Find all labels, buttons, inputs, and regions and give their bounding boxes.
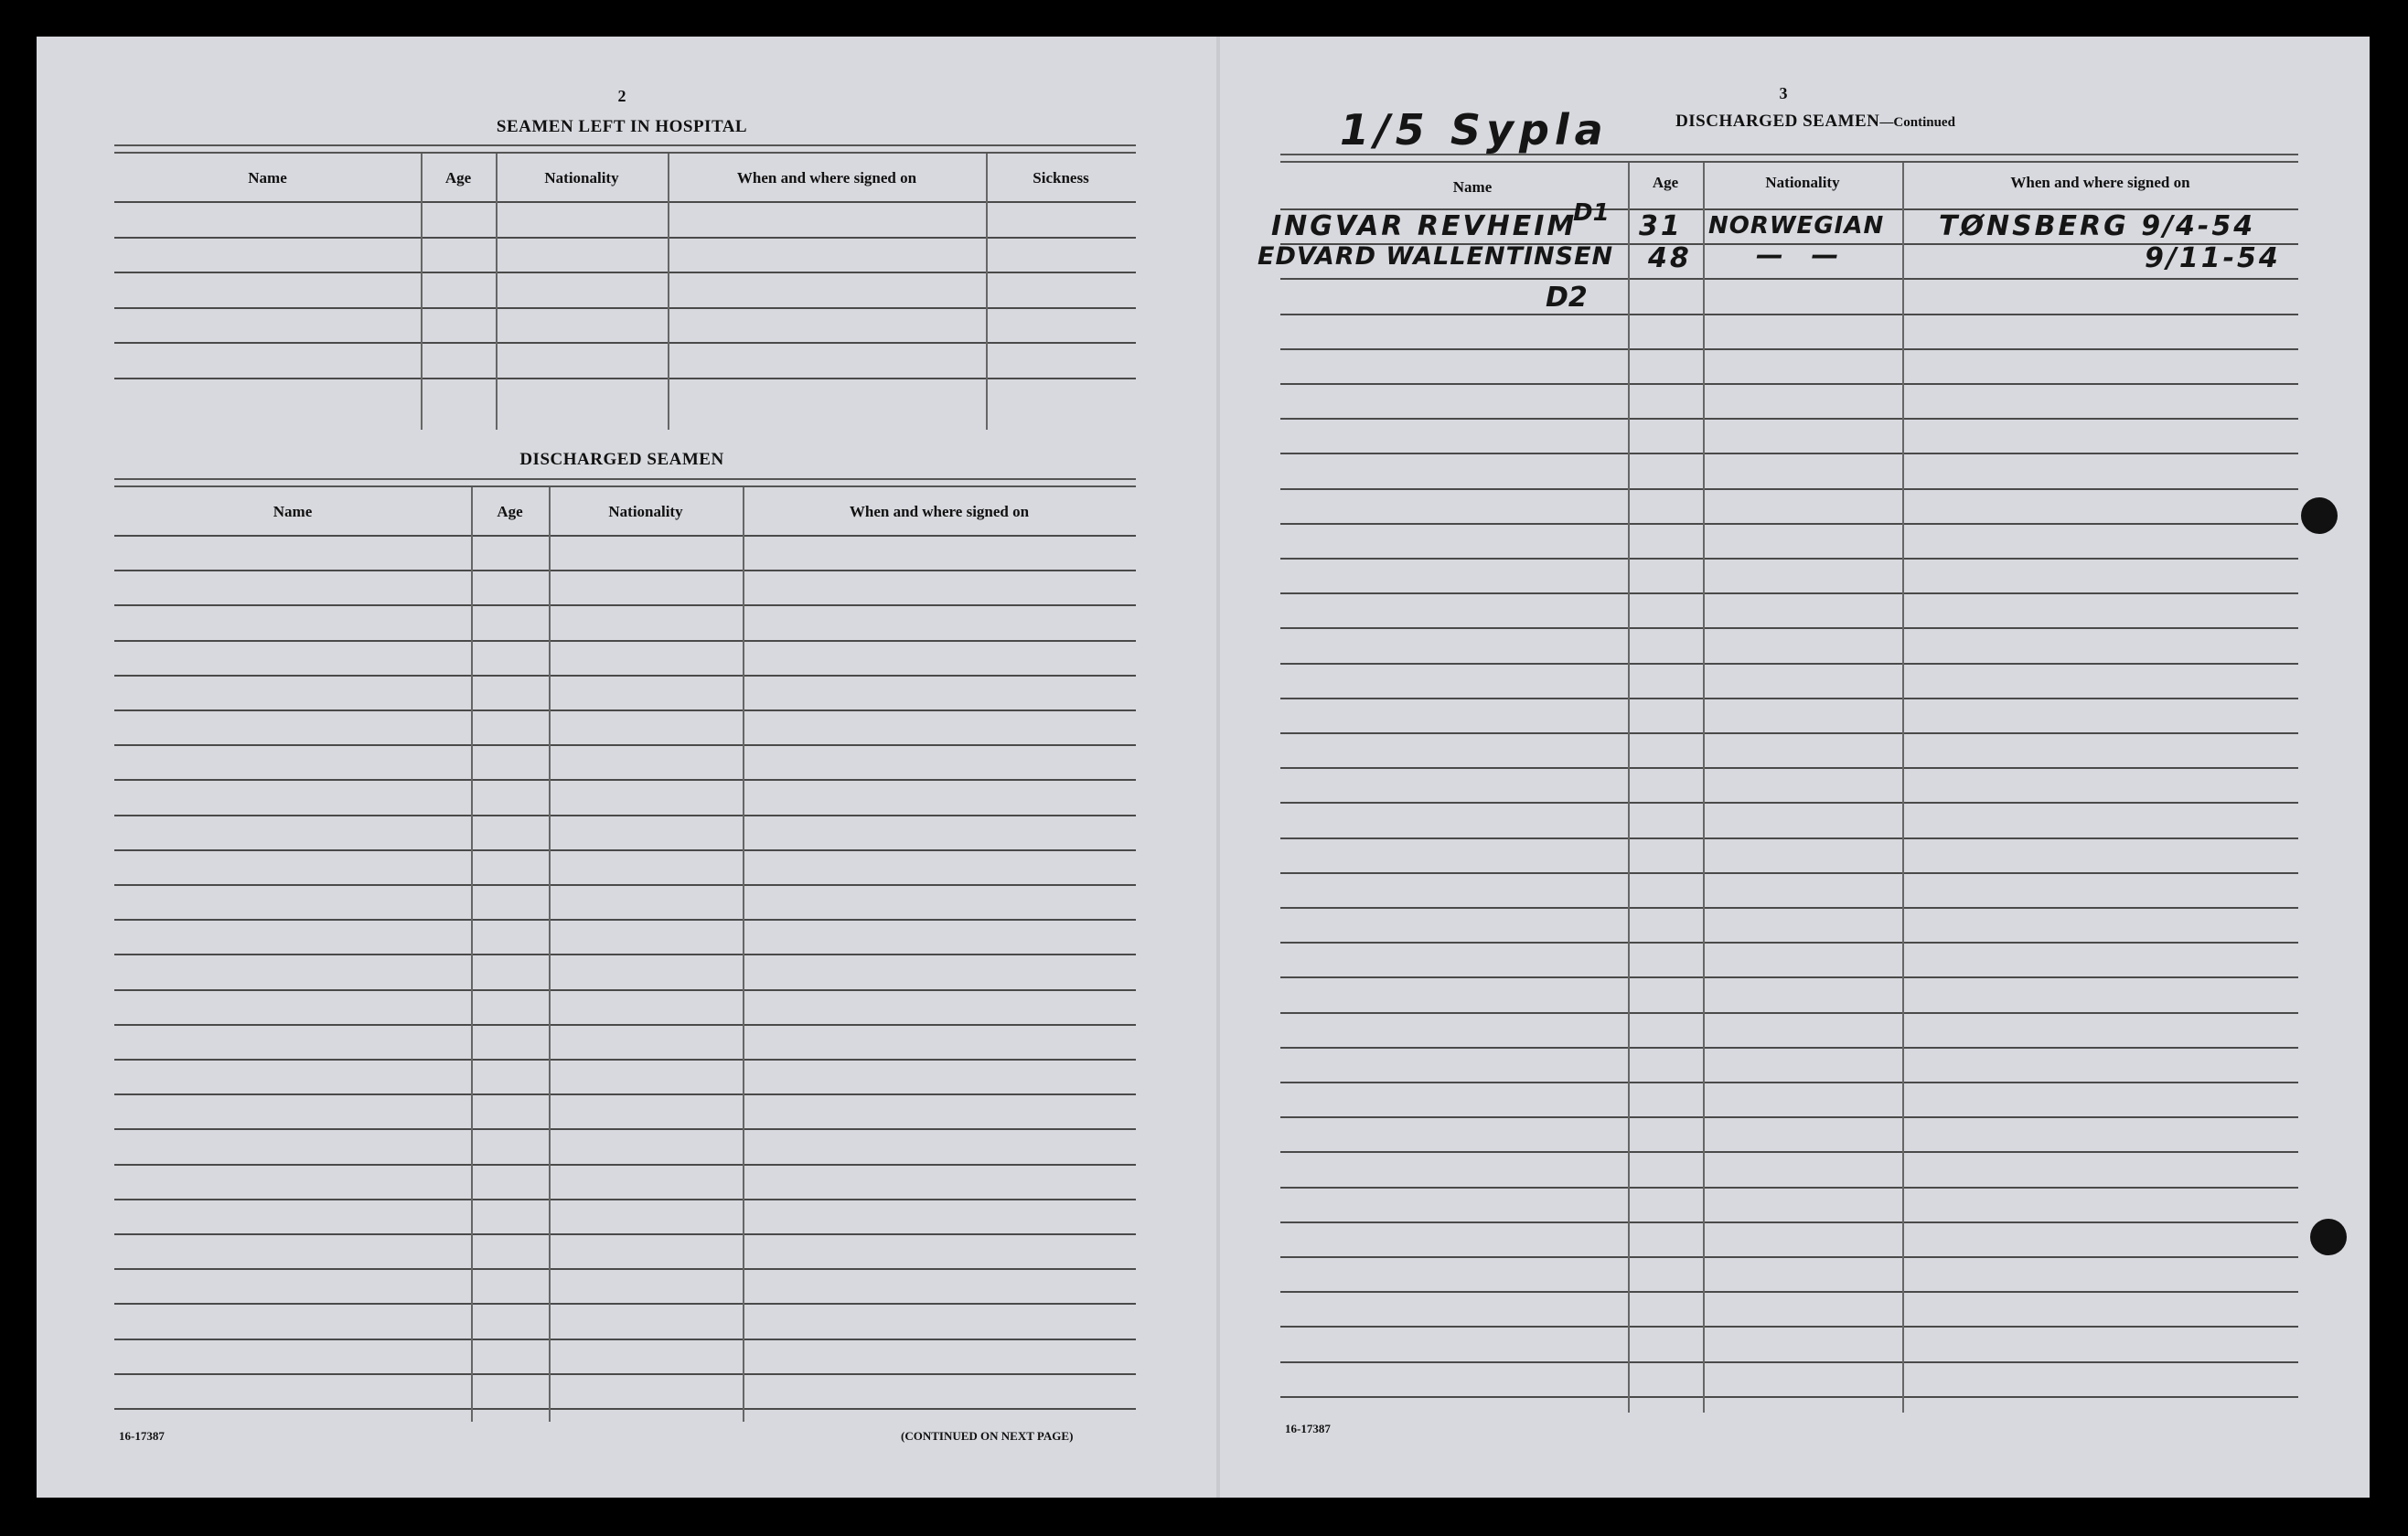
right-title-rule xyxy=(1280,154,2298,163)
right-row-line xyxy=(1280,488,2298,490)
discharged-row-line xyxy=(114,709,1136,711)
hospital-row-line xyxy=(114,307,1136,309)
right-header-nationality: Nationality xyxy=(1765,174,1840,191)
discharged-row-line xyxy=(114,640,1136,642)
page-fold xyxy=(1216,37,1220,1498)
discharged-row-line xyxy=(114,989,1136,991)
right-row-line xyxy=(1280,1116,2298,1118)
hospital-column-line xyxy=(421,154,423,430)
row1-name: INGVAR REVHEIM xyxy=(1271,210,1578,242)
row2-name: EDVARD WALLENTINSEN xyxy=(1258,242,1614,271)
discharged-row-line xyxy=(114,1339,1136,1340)
right-row-line xyxy=(1280,1151,2298,1153)
hospital-header-signed-on: When and where signed on xyxy=(736,169,917,187)
discharged-row-line xyxy=(114,1303,1136,1305)
discharged-row-line xyxy=(114,1059,1136,1061)
top-annotation: 1/5 Sypla xyxy=(1340,105,1609,155)
right-row-line xyxy=(1280,767,2298,769)
right-row-line xyxy=(1280,1047,2298,1049)
row2-mark: D2 xyxy=(1546,282,1588,314)
right-row-line xyxy=(1280,523,2298,525)
right-form-number: 16-17387 xyxy=(1285,1422,1331,1435)
discharged-row-line xyxy=(114,1233,1136,1235)
discharged-row-line xyxy=(114,535,1136,537)
hospital-column-line xyxy=(986,154,988,430)
right-page-number: 3 xyxy=(1779,84,1788,102)
binder-hole-lower xyxy=(2310,1219,2347,1255)
right-row-line xyxy=(1280,1256,2298,1258)
discharged-section-title: DISCHARGED SEAMEN xyxy=(519,450,724,469)
left-form-number: 16-17387 xyxy=(119,1429,165,1443)
binder-hole-upper xyxy=(2301,497,2338,534)
discharged-row-line xyxy=(114,884,1136,886)
right-row-line xyxy=(1280,1187,2298,1189)
discharged-row-line xyxy=(114,815,1136,816)
right-row-line xyxy=(1280,348,2298,350)
right-row-line xyxy=(1280,627,2298,629)
right-row-line xyxy=(1280,837,2298,839)
continued-note: (CONTINUED ON NEXT PAGE) xyxy=(901,1429,1074,1443)
hospital-row-line xyxy=(114,342,1136,344)
hospital-header-sickness: Sickness xyxy=(1033,169,1089,187)
row2-nationality: — — xyxy=(1756,240,1848,272)
right-row-line xyxy=(1280,872,2298,874)
discharged-row-line xyxy=(114,954,1136,955)
right-row-line xyxy=(1280,314,2298,315)
left-page-number: 2 xyxy=(617,87,626,105)
right-row-line xyxy=(1280,558,2298,560)
discharged-row-line xyxy=(114,744,1136,746)
discharged-column-line xyxy=(549,487,551,1422)
right-row-line xyxy=(1280,698,2298,699)
row2-signed-on: 9/11-54 xyxy=(2145,242,2281,274)
right-row-line xyxy=(1280,976,2298,978)
right-header-age: Age xyxy=(1652,174,1679,191)
discharged-row-line xyxy=(114,1268,1136,1270)
hospital-column-line xyxy=(668,154,669,430)
hospital-row-line xyxy=(114,272,1136,273)
discharged-header-signed-on: When and where signed on xyxy=(849,503,1030,520)
right-row-line xyxy=(1280,942,2298,944)
hospital-header-nationality: Nationality xyxy=(544,169,619,187)
discharged-header-nationality: Nationality xyxy=(608,503,683,520)
hospital-column-line xyxy=(496,154,498,430)
right-row-line xyxy=(1280,1221,2298,1223)
row1-mark: D1 xyxy=(1573,199,1610,227)
right-row-line xyxy=(1280,1012,2298,1014)
discharged-row-line xyxy=(114,1093,1136,1095)
right-row-line xyxy=(1280,1326,2298,1328)
right-title-main: DISCHARGED SEAMEN xyxy=(1675,112,1880,131)
right-row-line xyxy=(1280,592,2298,594)
right-row-line xyxy=(1280,383,2298,385)
right-row-line xyxy=(1280,418,2298,420)
right-column-line xyxy=(1703,163,1705,1413)
row1-nationality: NORWEGIAN xyxy=(1708,212,1885,240)
right-row-line xyxy=(1280,1396,2298,1398)
discharged-row-line xyxy=(114,570,1136,571)
right-row-line xyxy=(1280,663,2298,665)
hospital-row-line xyxy=(114,378,1136,379)
discharged-column-line xyxy=(471,487,473,1422)
right-row-line xyxy=(1280,453,2298,454)
discharged-row-line xyxy=(114,779,1136,781)
right-header-signed-on: When and where signed on xyxy=(2010,174,2190,191)
right-row-line xyxy=(1280,1361,2298,1363)
discharged-row-line xyxy=(114,1373,1136,1375)
right-row-line xyxy=(1280,1291,2298,1293)
right-header-name: Name xyxy=(1452,178,1493,196)
right-row-line xyxy=(1280,907,2298,909)
hospital-section-title: SEAMEN LEFT IN HOSPITAL xyxy=(496,117,748,136)
right-row-line xyxy=(1280,802,2298,804)
right-column-line xyxy=(1628,163,1630,1413)
discharged-row-line xyxy=(114,604,1136,606)
hospital-header-name: Name xyxy=(248,169,287,187)
discharged-row-line xyxy=(114,1128,1136,1130)
discharged-row-line xyxy=(114,1199,1136,1200)
discharged-title-rule xyxy=(114,478,1136,487)
hospital-header-age: Age xyxy=(444,169,472,187)
hospital-row-line xyxy=(114,237,1136,239)
right-section-title xyxy=(1605,112,2026,132)
row2-age: 48 xyxy=(1648,242,1692,274)
row1-age: 31 xyxy=(1639,210,1683,242)
right-row-line xyxy=(1280,278,2298,280)
discharged-header-name: Name xyxy=(273,503,313,520)
discharged-row-line xyxy=(114,675,1136,677)
discharged-row-line xyxy=(114,849,1136,851)
document-sheet xyxy=(37,37,2370,1498)
right-column-line xyxy=(1902,163,1904,1413)
discharged-header-age: Age xyxy=(497,503,523,520)
discharged-row-line xyxy=(114,1408,1136,1410)
discharged-row-line xyxy=(114,1164,1136,1166)
discharged-row-line xyxy=(114,1024,1136,1026)
row1-signed-on: TØNSBERG 9/4-54 xyxy=(1939,210,2256,242)
discharged-row-line xyxy=(114,919,1136,921)
hospital-row-line xyxy=(114,201,1136,203)
right-row-line xyxy=(1280,1082,2298,1083)
discharged-column-line xyxy=(743,487,744,1422)
right-row-line xyxy=(1280,732,2298,734)
right-title-suffix: —Continued xyxy=(1879,115,1955,130)
hospital-title-rule xyxy=(114,144,1136,154)
